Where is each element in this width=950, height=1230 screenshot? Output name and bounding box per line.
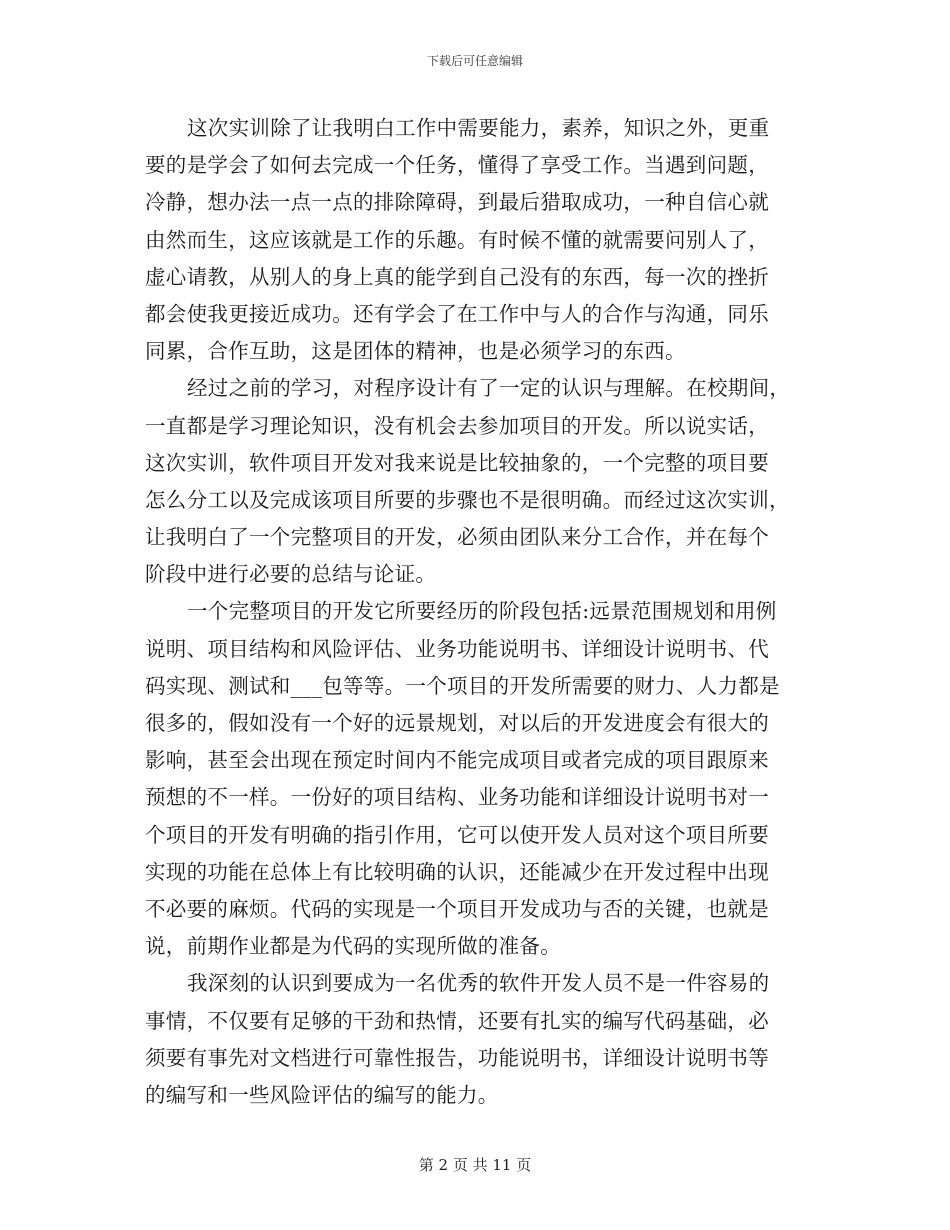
paragraph-3-line: 预想的不一样。一份好的项目结构、业务功能和详细设计说明书对一	[145, 785, 769, 810]
paragraph-1-line: 这次实训除了让我明白工作中需要能力，素养，知识之外，更重	[187, 116, 770, 140]
paragraph-4-line: 的编写和一些风险评估的编写的能力。	[145, 1082, 499, 1107]
paragraph-4-line: 须要有事先对文档进行可靠性报告，功能说明书，详细设计说明书等	[145, 1045, 769, 1070]
paragraph-1-line: 要的是学会了如何去完成一个任务，懂得了享受工作。当遇到问题，	[145, 153, 769, 178]
paragraph-3-line: 说明、项目结构和风险评估、业务功能说明书、详细设计说明书、代	[145, 636, 769, 661]
page-header: 下载后可任意编辑	[426, 54, 523, 68]
paragraph-2-line: 一直都是学习理论知识，没有机会去参加项目的开发。所以说实话，	[145, 413, 769, 438]
paragraph-3-line: 实现的功能在总体上有比较明确的认识，还能减少在开发过程中出现	[145, 859, 769, 884]
paragraph-3-line: 说，前期作业都是为代码的实现所做的准备。	[145, 934, 561, 959]
paragraph-3-line: 个项目的开发有明确的指引作用，它可以使开发人员对这个项目所要	[145, 822, 769, 847]
paragraph-2-line: 经过之前的学习，对程序设计有了一定的认识与理解。在校期间，	[187, 376, 791, 401]
document-body	[145, 110, 805, 1114]
paragraph-1-line: 同累，合作互助，这是团体的精神，也是必须学习的东西。	[145, 339, 686, 364]
paragraph-3-line: 影响，甚至会出现在预定时间内不能完成项目或者完成的项目跟原来	[145, 748, 769, 773]
paragraph-2-line: 这次实训，软件项目开发对我来说是比较抽象的，一个完整的项目要	[145, 450, 769, 475]
paragraph-2-line: 阶段中进行必要的总结与论证。	[145, 562, 437, 587]
paragraph-3-line: 一个完整项目的开发它所要经历的阶段包括:远景范围规划和用例	[187, 599, 777, 624]
paragraph-1-line: 虚心请教，从别人的身上真的能学到自己没有的东西，每一次的挫折	[145, 264, 769, 289]
paragraph-4-line: 我深刻的认识到要成为一名优秀的软件开发人员不是一件容易的	[187, 971, 770, 996]
paragraph-3-line: 很多的，假如没有一个好的远景规划，对以后的开发进度会有很大的	[145, 711, 769, 735]
paragraph-3-line: 码实现、测试和___包等等。一个项目的开发所需要的财力、人力都是	[145, 673, 780, 698]
paragraph-1-line: 由然而生，这应该就是工作的乐趣。有时候不懂的就需要问别人了，	[145, 227, 769, 252]
paragraph-3-line: 不必要的麻烦。代码的实现是一个项目开发成功与否的关键，也就是	[145, 896, 769, 921]
paragraph-1-line: 都会使我更接近成功。还有学会了在工作中与人的合作与沟通，同乐	[145, 301, 769, 326]
paragraph-2-line: 怎么分工以及完成该项目所要的步骤也不是很明确。而经过这次实训，	[145, 487, 790, 512]
page-footer: 第 2 页 共 11 页	[418, 1156, 532, 1174]
paragraph-2-line: 让我明白了一个完整项目的开发，必须由团队来分工合作，并在每个	[145, 525, 769, 550]
paragraph-1-line: 冷静，想办法一点一点的排除障碍，到最后猎取成功，一种自信心就	[145, 190, 769, 215]
paragraph-4-line: 事情，不仅要有足够的干劲和热情，还要有扎实的编写代码基础，必	[145, 1008, 769, 1033]
